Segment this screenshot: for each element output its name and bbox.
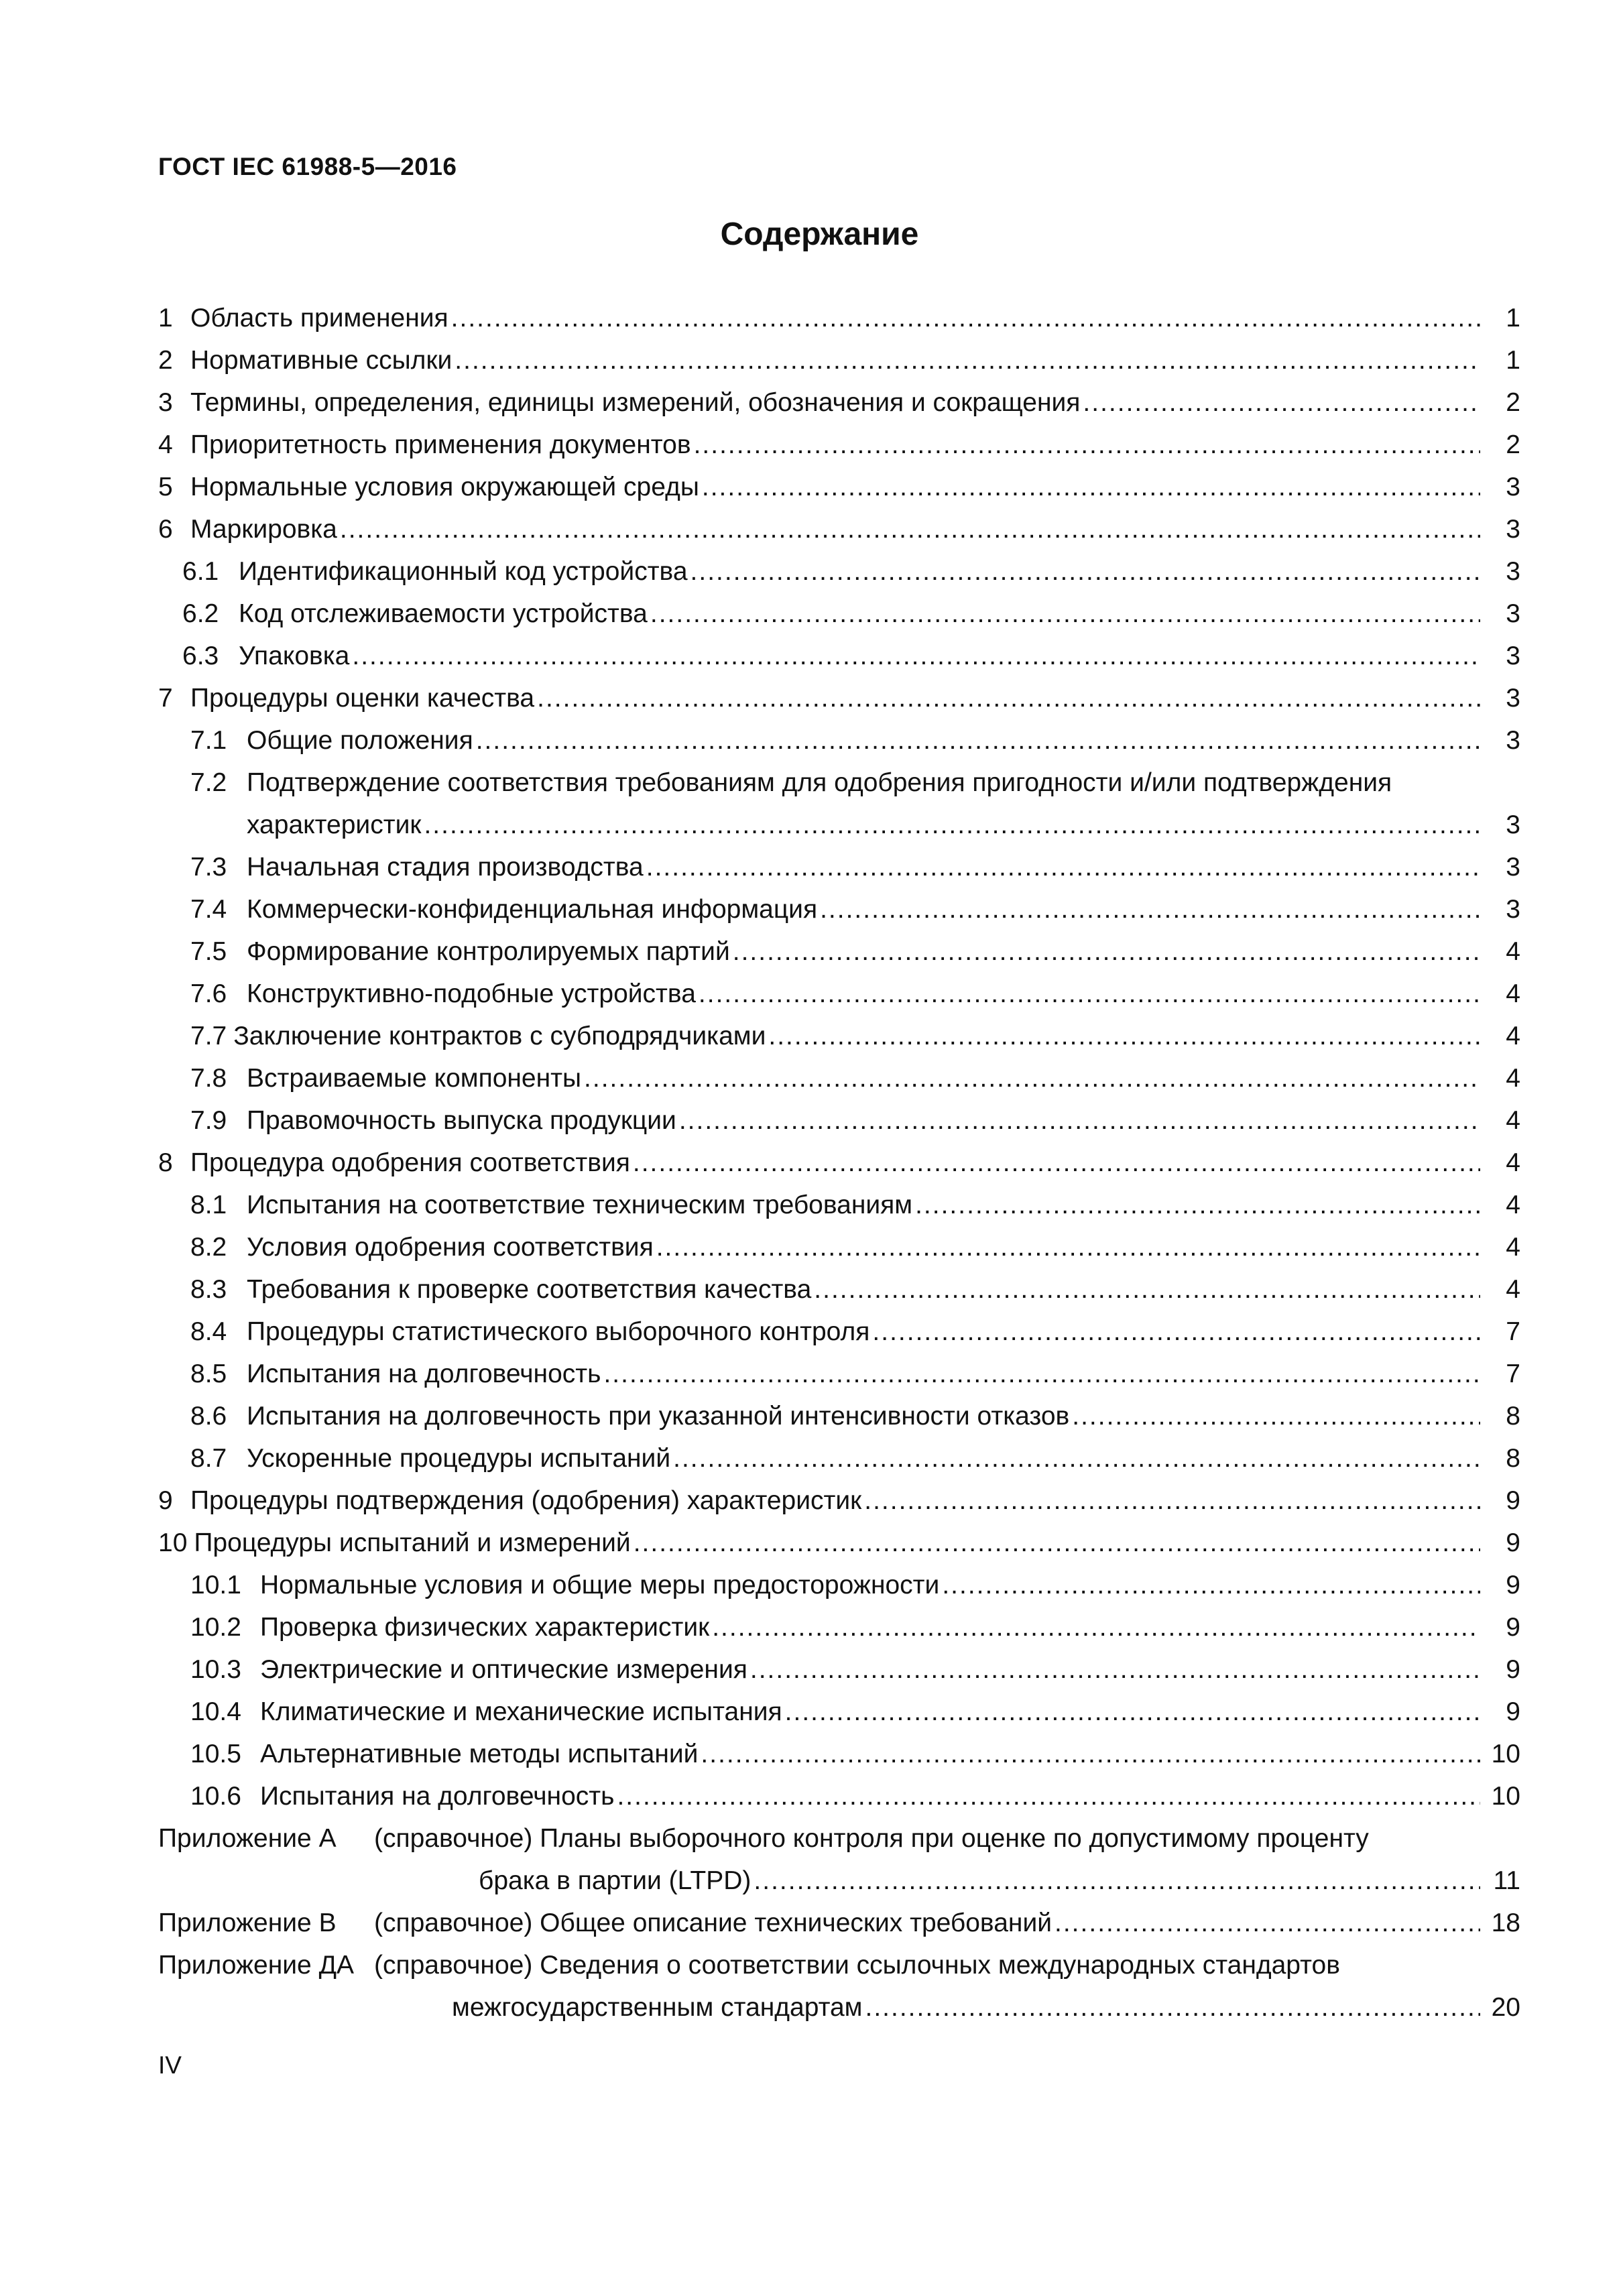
toc-entry-number: 7.5 [190,937,227,966]
toc-entry-title: Процедуры оценки качества [190,684,535,713]
toc-entry-page: 20 [1491,1993,1520,2022]
toc-entry-page: 3 [1506,557,1520,586]
toc-entry-line [158,804,1520,846]
toc-entry-number: 6.3 [182,642,219,670]
toc-entry-number: 10.1 [190,1571,241,1599]
toc-entry-page: 4 [1506,1233,1520,1262]
toc-entry-title: (справочное) Сведения о соответствии ссылочных международных стандартов [374,1951,1340,1980]
dot-leader [709,1606,1480,1648]
toc-entry[interactable] [158,973,1520,1015]
toc-entry-title: Процедуры статистического выборочного контроля [247,1317,870,1346]
toc-entry[interactable] [158,1142,1520,1184]
toc-entry-number: 5 [158,473,173,501]
toc-entry[interactable] [158,1691,1520,1733]
dot-leader [912,1184,1480,1226]
dot-leader [939,1564,1480,1606]
toc-entry-page: 3 [1506,599,1520,628]
indent [158,804,247,846]
toc-entry-number: 7.2 [190,768,227,797]
toc-entry[interactable] [158,1268,1520,1311]
toc-entry[interactable] [158,677,1520,719]
toc-entry-number: 8.6 [190,1402,227,1431]
toc-entry-page: 4 [1506,1191,1520,1219]
toc-entry[interactable] [158,593,1520,635]
toc-entry-page: 1 [1506,304,1520,333]
dot-leader [751,1860,1480,1902]
dot-leader [349,635,1480,677]
toc-entry-page: 9 [1506,1528,1520,1557]
toc-entry-number: 8.5 [190,1360,227,1388]
toc-entry-number: 10.3 [190,1655,241,1684]
page-number: IV [158,2051,182,2079]
document-code: ГОСТ IEC 61988-5—2016 [158,153,457,180]
toc-entry-title: (справочное) Планы выборочного контроля при оценке по допустимому проценту [374,1824,1369,1853]
toc-entry-number: 8.3 [190,1275,227,1304]
toc-entry-title-continued: брака в партии (LTPD) [479,1866,752,1895]
toc-entry-page: 10 [1491,1782,1520,1811]
toc-entry[interactable] [158,1311,1520,1353]
toc-entry-title: Процедуры подтверждения (одобрения) характеристик [190,1486,862,1515]
toc-entry-title: Формирование контролируемых партий [247,937,730,966]
toc-entry[interactable] [158,1015,1520,1057]
toc-entry-number: 7.1 [190,726,227,755]
dot-leader [648,593,1480,635]
toc-entry-page: 1 [1506,346,1520,375]
toc-entry-page: 4 [1506,1148,1520,1177]
toc-entry-page: 7 [1506,1360,1520,1388]
dot-leader [676,1099,1480,1142]
toc-entry[interactable] [158,1944,1520,2029]
dot-leader [614,1775,1480,1817]
toc-entry[interactable] [158,1099,1520,1142]
toc-entry-page: 3 [1506,895,1520,924]
toc-entry-title: Нормативные ссылки [190,346,453,375]
toc-entry-title: Ускоренные процедуры испытаний [247,1444,671,1473]
toc-entry-title: Процедура одобрения соответствия [190,1148,630,1177]
toc-entry-title: Процедуры испытаний и измерений [194,1528,631,1557]
toc-entry-page: 4 [1506,937,1520,966]
toc-entry[interactable] [158,1733,1520,1775]
dot-leader [473,719,1480,762]
toc-entry-page: 9 [1506,1571,1520,1599]
toc-entry-page: 11 [1493,1866,1520,1895]
toc-entry[interactable] [158,1606,1520,1648]
table-of-contents [158,297,1520,2029]
toc-entry[interactable] [158,1902,1520,1944]
toc-entry-number: 7.8 [190,1064,227,1093]
toc-entry-line [158,1860,1520,1902]
toc-entry-page: 4 [1506,1064,1520,1093]
toc-entry-title: Приоритетность применения документов [190,430,691,459]
dot-leader [630,1142,1480,1184]
toc-entry-page: 2 [1506,430,1520,459]
toc-entry-number: 10 [158,1528,188,1557]
toc-entry-page: 3 [1506,515,1520,544]
toc-entry-page: 4 [1506,1022,1520,1050]
toc-entry-page: 4 [1506,979,1520,1008]
toc-entry-title: Электрические и оптические измерения [260,1655,747,1684]
dot-leader [337,508,1480,550]
toc-entry-title: Правомочность выпуска продукции [247,1106,676,1135]
toc-entry[interactable] [158,719,1520,762]
dot-leader [581,1057,1480,1099]
toc-entry-title: Заключение контрактов с субподрядчиками [233,1022,766,1050]
toc-entry-page: 8 [1506,1402,1520,1431]
dot-leader [670,1437,1480,1479]
toc-entry-title: Подтверждение соответствия требованиям для одобрения пригодности и/или подтверждения [247,768,1392,797]
toc-entry[interactable] [158,635,1520,677]
toc-entry-page: 9 [1506,1486,1520,1515]
toc-entry[interactable] [158,508,1520,550]
toc-entry-page: 9 [1506,1613,1520,1642]
toc-entry-title-continued: межгосударственным стандартам [452,1993,863,2022]
toc-entry[interactable] [158,1437,1520,1479]
dot-leader [631,1522,1480,1564]
toc-entry-number: 8.2 [190,1233,227,1262]
toc-entry-page: 3 [1506,684,1520,713]
toc-entry[interactable] [158,1817,1520,1902]
toc-entry-title: (справочное) Общее описание технических требований [374,1909,1053,1937]
toc-entry[interactable] [158,381,1520,424]
toc-entry-title: Испытания на долговечность при указанной интенсивности отказов [247,1402,1070,1431]
toc-entry-title: Встраиваемые компоненты [247,1064,582,1093]
toc-entry-page: 7 [1506,1317,1520,1346]
toc-entry-number: 7 [158,684,173,713]
toc-entry[interactable] [158,424,1520,466]
toc-entry[interactable] [158,1522,1520,1564]
toc-entry-number: 2 [158,346,173,375]
toc-entry[interactable] [158,1226,1520,1268]
toc-entry-number: 7.7 [190,1022,227,1050]
toc-entry-title: Маркировка [190,515,337,544]
toc-entry[interactable] [158,1479,1520,1522]
toc-entry-title: Условия одобрения соответствия [247,1233,654,1262]
toc-entry-page: 4 [1506,1275,1520,1304]
toc-entry-title: Идентификационный код устройства [239,557,688,586]
dot-leader [1052,1902,1480,1944]
dot-leader [534,677,1480,719]
toc-entry-number: 6.2 [182,599,219,628]
dot-leader [782,1691,1480,1733]
toc-entry-title: Альтернативные методы испытаний [260,1740,699,1768]
toc-entry-page: 3 [1506,726,1520,755]
toc-entry-number: 8.7 [190,1444,227,1473]
indent [158,1860,479,1902]
dot-leader [811,1268,1480,1311]
toc-entry-line [158,1817,1520,1860]
toc-entry[interactable] [158,339,1520,381]
toc-entry-number: Приложение А [158,1824,337,1853]
dot-leader [766,1015,1480,1057]
toc-heading: Содержание [720,217,919,252]
toc-entry-page: 8 [1506,1444,1520,1473]
toc-entry-number: 7.9 [190,1106,227,1135]
dot-leader [747,1648,1480,1691]
dot-leader [421,804,1480,846]
toc-entry-number: 1 [158,304,173,333]
toc-entry-title: Термины, определения, единицы измерений, обозначения и сокращения [190,388,1081,417]
toc-entry-number: Приложение В [158,1909,337,1937]
toc-entry-title: Коммерчески-конфиденциальная информация [247,895,818,924]
toc-entry-title: Упаковка [239,642,350,670]
toc-entry-title: Конструктивно-подобные устройства [247,979,696,1008]
toc-entry-title: Общие положения [247,726,473,755]
toc-entry-line [158,1986,1520,2029]
dot-leader [730,930,1480,973]
toc-entry[interactable] [158,297,1520,339]
dot-leader [452,339,1480,381]
toc-entry[interactable] [158,1353,1520,1395]
dot-leader [698,1733,1480,1775]
toc-entry-page: 3 [1506,642,1520,670]
toc-entry-number: 3 [158,388,173,417]
toc-entry-page: 3 [1506,473,1520,501]
toc-entry-title-continued: характеристик [247,810,422,839]
toc-entry[interactable] [158,930,1520,973]
toc-entry-page: 10 [1491,1740,1520,1768]
toc-entry[interactable] [158,762,1520,846]
toc-entry-title: Требования к проверке соответствия качества [247,1275,812,1304]
dot-leader [1069,1395,1480,1437]
toc-entry-line [158,1944,1520,1986]
toc-entry-number: 9 [158,1486,173,1515]
toc-entry[interactable] [158,1395,1520,1437]
toc-entry[interactable] [158,888,1520,930]
dot-leader [448,297,1480,339]
toc-entry-number: 10.6 [190,1782,241,1811]
toc-entry-title: Начальная стадия производства [247,853,644,882]
dot-leader [688,550,1480,593]
toc-entry[interactable] [158,1057,1520,1099]
dot-leader [863,1986,1481,2029]
toc-entry-number: Приложение ДА [158,1951,355,1980]
dot-leader [644,846,1480,888]
toc-entry-number: 8 [158,1148,173,1177]
toc-entry[interactable] [158,1564,1520,1606]
toc-entry-number: 6.1 [182,557,219,586]
toc-entry[interactable] [158,1184,1520,1226]
toc-entry-page: 2 [1506,388,1520,417]
toc-entry[interactable] [158,466,1520,508]
toc-entry[interactable] [158,1648,1520,1691]
toc-entry-title: Нормальные условия и общие меры предосторожности [260,1571,940,1599]
toc-entry-title: Код отслеживаемости устройства [239,599,648,628]
toc-entry-title: Испытания на долговечность [260,1782,615,1811]
dot-leader [696,973,1480,1015]
toc-entry-line [158,762,1520,804]
toc-entry[interactable] [158,1775,1520,1817]
toc-entry-number: 7.6 [190,979,227,1008]
toc-entry-page: 4 [1506,1106,1520,1135]
toc-entry[interactable] [158,550,1520,593]
dot-leader [691,424,1480,466]
toc-entry-title: Испытания на соответствие техническим требованиям [247,1191,913,1219]
toc-entry-page: 3 [1506,810,1520,839]
toc-entry-number: 10.4 [190,1697,241,1726]
toc-entry-page: 18 [1491,1909,1520,1937]
toc-entry-page: 3 [1506,853,1520,882]
toc-entry[interactable] [158,846,1520,888]
dot-leader [861,1479,1480,1522]
toc-entry-number: 7.3 [190,853,227,882]
toc-entry-title: Нормальные условия окружающей среды [190,473,699,501]
toc-entry-page: 9 [1506,1697,1520,1726]
toc-entry-number: 10.2 [190,1613,241,1642]
indent [158,1986,452,2029]
dot-leader [817,888,1480,930]
dot-leader [601,1353,1480,1395]
toc-entry-number: 6 [158,515,173,544]
toc-entry-page: 9 [1506,1655,1520,1684]
toc-entry-title: Испытания на долговечность [247,1360,601,1388]
dot-leader [1080,381,1480,424]
dot-leader [699,466,1480,508]
toc-entry-number: 4 [158,430,173,459]
toc-entry-title: Область применения [190,304,448,333]
toc-entry-title: Проверка физических характеристик [260,1613,710,1642]
dot-leader [869,1311,1480,1353]
toc-entry-number: 8.1 [190,1191,227,1219]
dot-leader [654,1226,1480,1268]
toc-entry-number: 10.5 [190,1740,241,1768]
toc-entry-number: 8.4 [190,1317,227,1346]
toc-entry-title: Климатические и механические испытания [260,1697,782,1726]
toc-entry-number: 7.4 [190,895,227,924]
